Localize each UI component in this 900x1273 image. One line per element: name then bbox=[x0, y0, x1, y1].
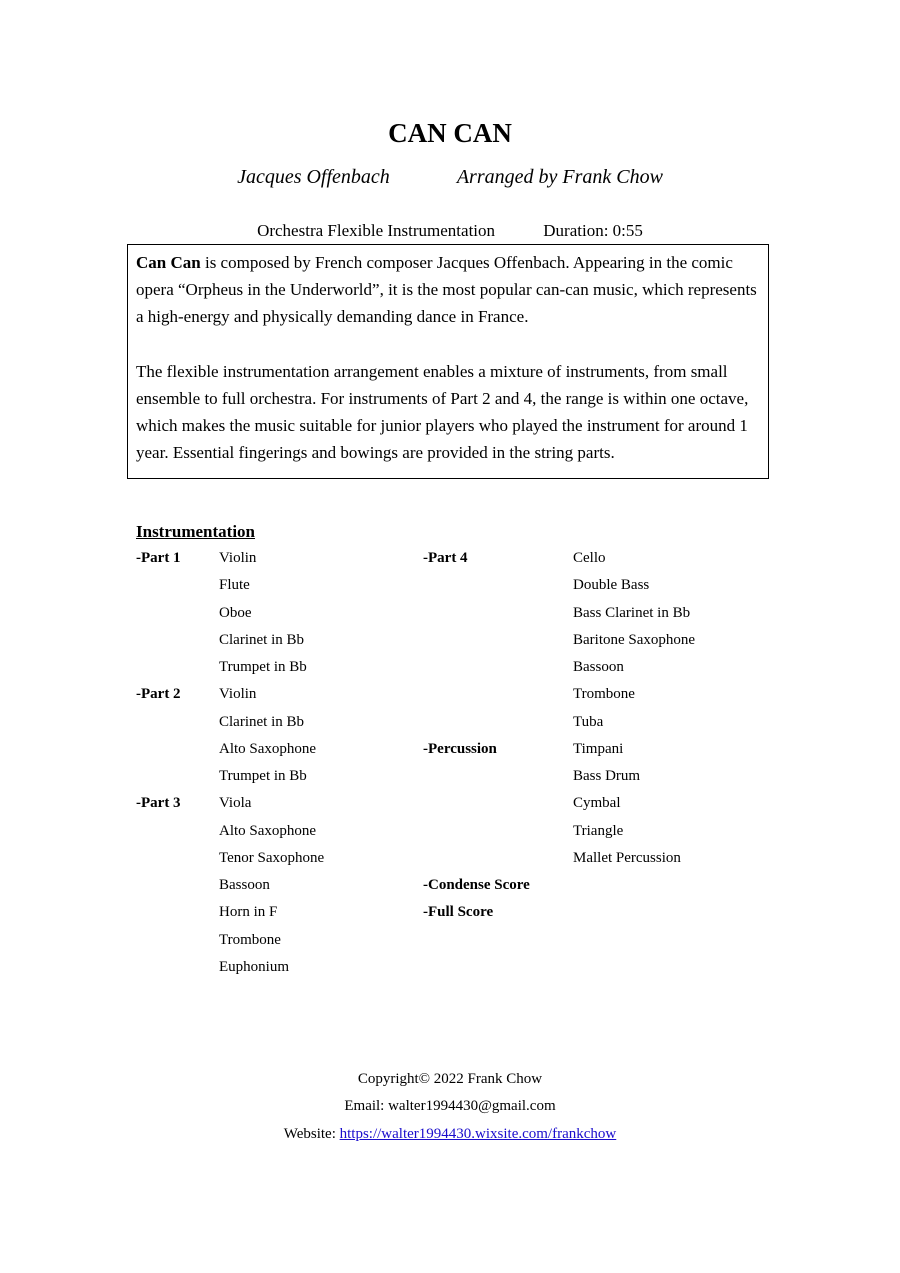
email: Email: walter1994430@gmail.com bbox=[344, 1098, 556, 1115]
description-text-1: is composed by French composer Jacques Offenbach. Appearing in the comic opera “Orpheus in the Underworld”, it is the most popular can-can music, which represents a high-energy and physically demanding dance in France. bbox=[136, 253, 757, 327]
instrumentation-type: Orchestra Flexible Instrumentation bbox=[257, 221, 496, 240]
part-label: -Part 2 bbox=[136, 686, 181, 703]
instrument-item: Trombone bbox=[219, 931, 281, 948]
footer bbox=[0, 1066, 900, 1148]
instrument-item: Bass Drum bbox=[573, 768, 641, 784]
instrument-item: Bass Clarinet in Bb bbox=[573, 604, 691, 621]
part-label: -Condense Score bbox=[423, 877, 530, 893]
instrument-item: Clarinet in Bb bbox=[219, 631, 304, 648]
instrument-item: Alto Saxophone bbox=[219, 822, 317, 839]
description-paragraph-1 bbox=[136, 249, 760, 331]
instrument-item: Violin bbox=[219, 686, 257, 703]
website-link[interactable]: https://walter1994430.wixsite.com/frankchow bbox=[339, 1125, 617, 1142]
credits bbox=[0, 166, 900, 189]
instrument-item: Cello bbox=[573, 550, 606, 566]
instrument-item: Cymbal bbox=[573, 795, 621, 812]
description-title-bold: Can Can bbox=[136, 253, 201, 272]
instrument-item: Tenor Saxophone bbox=[219, 849, 325, 866]
score-meta bbox=[0, 221, 900, 241]
website bbox=[0, 1121, 900, 1148]
description-paragraph-2: The flexible instrumentation arrangement enables a mixture of instruments, from small ensemble to full orchestra. For instruments of Part 2 and 4, the range is within one octave, which makes the music suitable for junior players who played the instrument for around 1 year. Essential fingerings and bowings are provided in the string parts. bbox=[136, 361, 749, 463]
instrument-item: Timpani bbox=[573, 740, 624, 757]
instrument-item: Clarinet in Bb bbox=[219, 713, 304, 730]
part-label: -Part 4 bbox=[423, 550, 468, 566]
part-label: -Percussion bbox=[423, 740, 497, 757]
instrument-item: Tuba bbox=[573, 713, 604, 730]
instrument-item: Bassoon bbox=[573, 659, 624, 675]
duration: Duration: 0:55 bbox=[543, 221, 643, 240]
arranger: Arranged by Frank Chow bbox=[456, 166, 663, 188]
instrument-item: Flute bbox=[219, 577, 250, 594]
composer: Jacques Offenbach bbox=[237, 166, 390, 188]
instrument-item: Trumpet in Bb bbox=[219, 768, 307, 784]
instrument-item: Viola bbox=[219, 795, 252, 812]
instrumentation-heading: Instrumentation bbox=[136, 522, 256, 541]
copyright: Copyright© 2022 Frank Chow bbox=[357, 1071, 543, 1087]
instrument-item: Double Bass bbox=[573, 577, 650, 594]
instrument-item: Mallet Percussion bbox=[573, 849, 681, 866]
instrument-item: Alto Saxophone bbox=[219, 740, 317, 757]
instrument-item: Violin bbox=[219, 550, 257, 566]
instrument-item: Baritone Saxophone bbox=[573, 631, 696, 648]
part-label: -Part 1 bbox=[136, 550, 181, 566]
instrument-item: Trumpet in Bb bbox=[219, 659, 307, 675]
score-title: CAN CAN bbox=[388, 118, 512, 148]
instrument-item: Oboe bbox=[219, 604, 252, 621]
part-label: -Full Score bbox=[423, 904, 494, 921]
part-label: -Part 3 bbox=[136, 795, 181, 812]
instrument-item: Bassoon bbox=[219, 877, 270, 893]
instrument-item: Trombone bbox=[573, 686, 635, 703]
instrument-item: Euphonium bbox=[219, 958, 289, 975]
website-label: Website: bbox=[283, 1125, 340, 1142]
description-box bbox=[127, 244, 769, 479]
instrument-item: Triangle bbox=[573, 822, 624, 839]
instrument-item: Horn in F bbox=[219, 904, 278, 921]
